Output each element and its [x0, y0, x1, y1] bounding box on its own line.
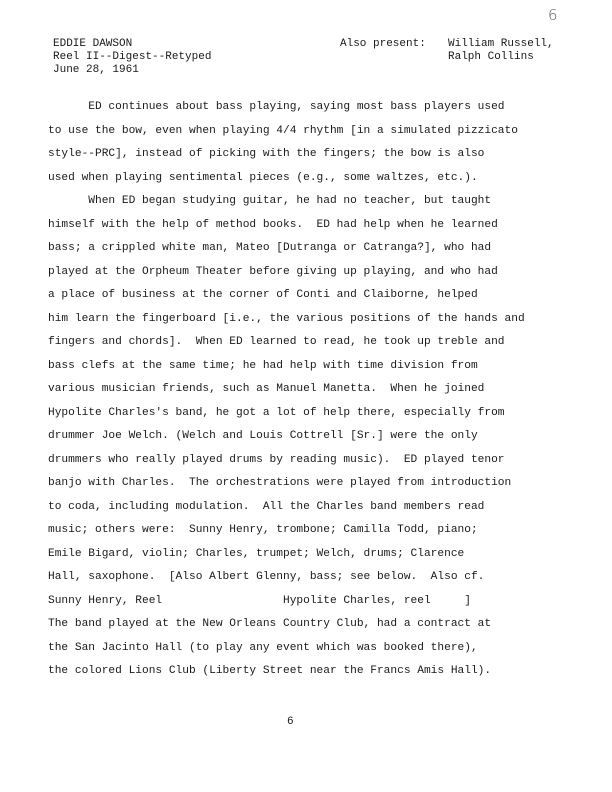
body-line: The band played at the New Orleans Country Club, had a contract at	[48, 618, 492, 630]
interview-date: June 28, 1961	[53, 64, 139, 76]
also-present-label: Also present:	[340, 38, 426, 50]
body-line: When ED began studying guitar, he had no teacher, but taught	[48, 195, 492, 207]
handwritten-page-number: 6	[548, 6, 558, 24]
body-line: bass; a crippled white man, Mateo [Dutranga or Catranga?], who had	[48, 242, 492, 254]
header-right	[340, 38, 554, 64]
body-line: Hall, saxophone. [Also Albert Glenny, bass; see below. Also cf.	[48, 571, 485, 583]
body-line: used when playing sentimental pieces (e.g., some waltzes, etc.).	[48, 171, 478, 184]
body-line: fingers and chords]. When ED learned to read, he took up treble and	[48, 336, 505, 348]
body-line: played at the Orpheum Theater before giving up playing, and who had	[48, 265, 498, 278]
interviewee-name: EDDIE DAWSON	[53, 38, 133, 50]
body-line: music; others were: Sunny Henry, trombone; Camilla Todd, piano;	[48, 524, 478, 536]
body-line: bass clefs at the same time; he had help with time division from	[48, 359, 478, 372]
page-number: 6	[287, 716, 294, 728]
header-left	[53, 38, 211, 77]
body-line: to coda, including modulation. All the Charles band members read	[48, 500, 485, 513]
body-line: ED continues about bass playing, saying most bass players used	[48, 101, 505, 113]
also-present-row	[340, 38, 554, 51]
reel-info: Reel II--Digest--Retyped	[53, 51, 212, 63]
also-present-name-1: William Russell,	[448, 38, 554, 50]
body-line: style--PRC], instead of picking with the fingers; the bow is also	[48, 148, 485, 160]
body-line: the San Jacinto Hall (to play any event which was booked there),	[48, 641, 478, 654]
body-line: banjo with Charles. The orchestrations were played from introduction	[48, 477, 512, 489]
body-line: to use the bow, even when playing 4/4 rhythm [in a simulated pizzicato	[48, 124, 518, 137]
body-line: himself with the help of method books. ED had help when he learned	[48, 218, 498, 231]
body-line: various musician friends, such as Manuel Manetta. When he joined	[48, 383, 485, 395]
body-line: drummer Joe Welch. (Welch and Louis Cottrell [Sr.] were the only	[48, 430, 478, 442]
body-line: him learn the fingerboard [i.e., the various positions of the hands and	[48, 312, 525, 325]
also-present-row-2	[340, 51, 554, 64]
body-line: the colored Lions Club (Liberty Street near the Francs Amis Hall).	[48, 665, 492, 677]
body-line: a place of business at the corner of Conti and Claiborne, helped	[48, 289, 478, 301]
also-present-name-2: Ralph Collins	[448, 51, 534, 63]
body-line: Sunny Henry, Reel Hypolite Charles, reel ]	[48, 594, 471, 607]
body-line: Emile Bigard, violin; Charles, trumpet; Welch, drums; Clarence	[48, 547, 465, 560]
body-line: Hypolite Charles's band, he got a lot of help there, especially from	[48, 406, 505, 419]
body-line: drummers who really played drums by reading music). ED played tenor	[48, 453, 505, 466]
body-text	[48, 96, 568, 684]
